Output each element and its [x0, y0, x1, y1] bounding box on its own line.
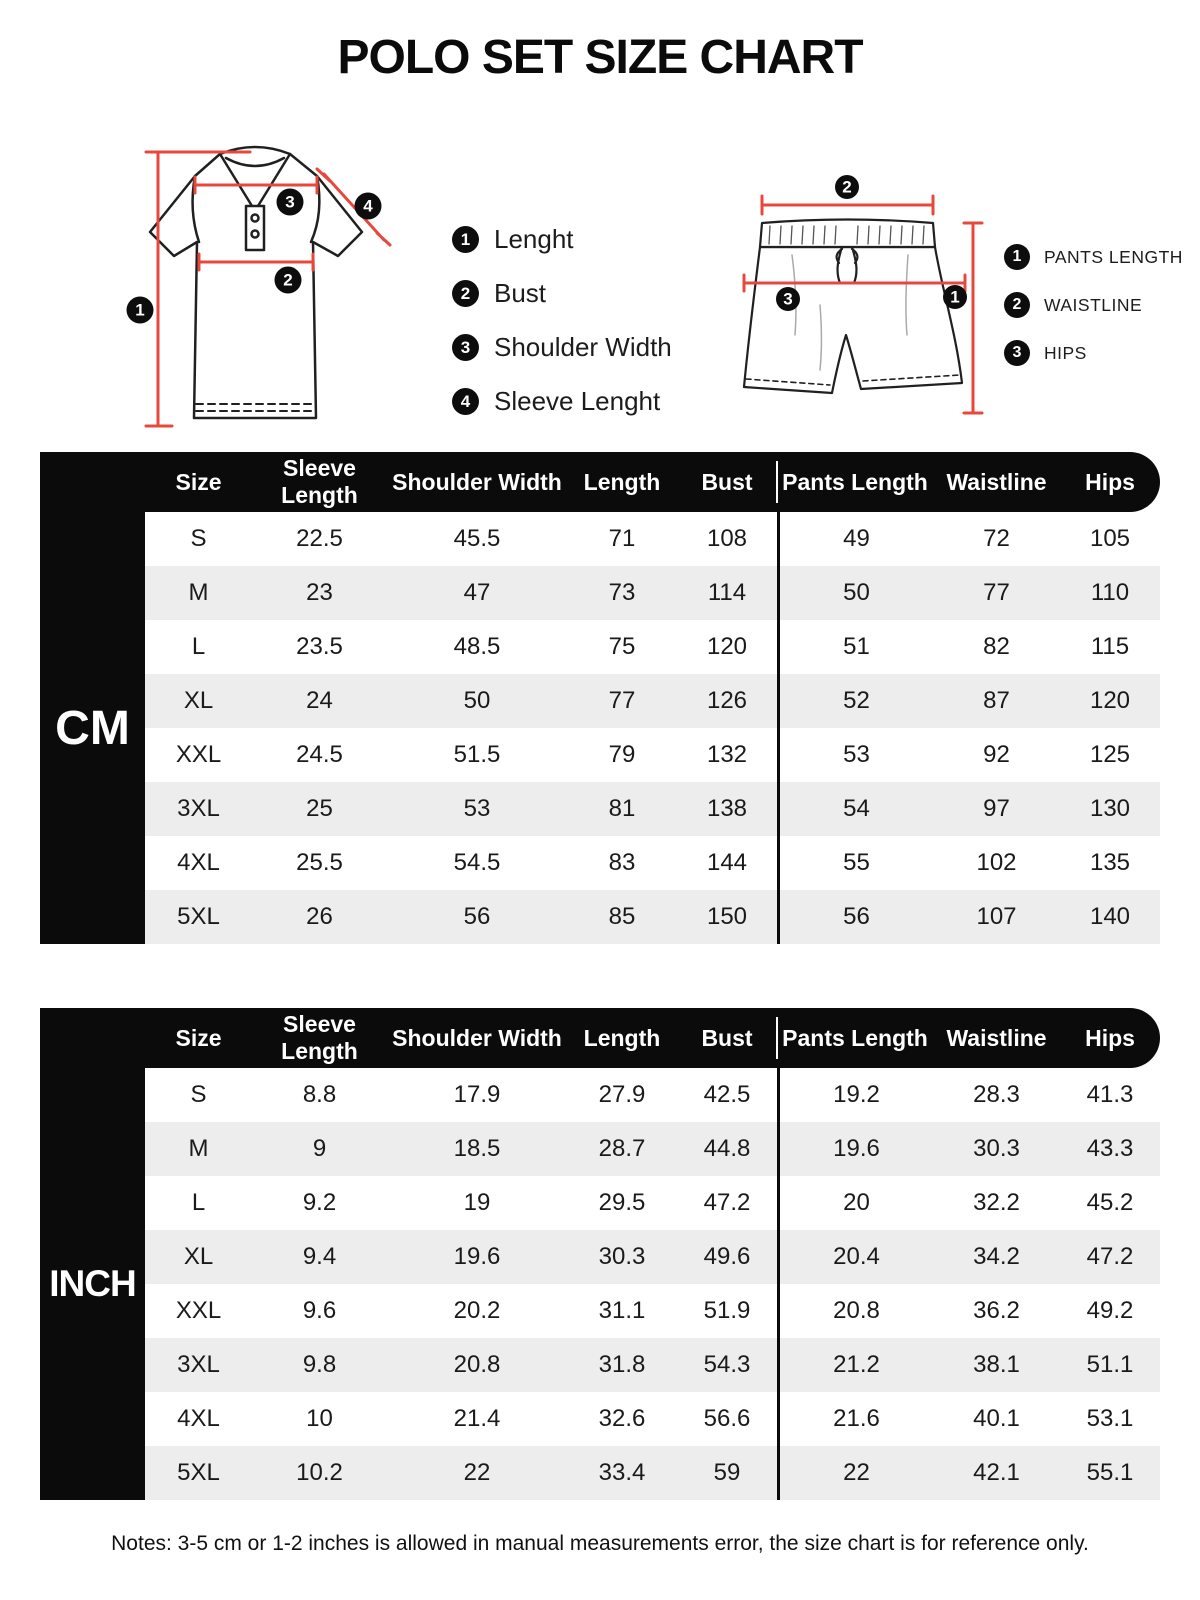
table-row: [40, 1392, 1160, 1446]
value-cell: 51.1: [1060, 1338, 1160, 1392]
polo-marker-1: [127, 297, 154, 324]
table-row: [40, 1446, 1160, 1500]
value-cell: 29.5: [567, 1176, 677, 1230]
value-cell: 23: [252, 566, 387, 620]
size-cell: 5XL: [145, 890, 252, 944]
table-row: [40, 1122, 1160, 1176]
polo-outline: [150, 147, 362, 418]
polo-marker-3: [277, 189, 304, 216]
value-cell: 24: [252, 674, 387, 728]
value-cell: 25.5: [252, 836, 387, 890]
value-cell: 43.3: [1060, 1122, 1160, 1176]
column-header: Length: [567, 1008, 677, 1068]
value-cell: 45.5: [387, 512, 567, 566]
inch-unit-label: INCH: [49, 1263, 136, 1304]
table-row: [40, 890, 1160, 944]
shorts-outline: [744, 220, 962, 394]
value-cell: 30.3: [933, 1122, 1060, 1176]
value-cell: 50: [777, 566, 933, 620]
size-cell: M: [145, 1122, 252, 1176]
value-cell: 79: [567, 728, 677, 782]
size-cell: 4XL: [145, 836, 252, 890]
value-cell: 20.8: [777, 1284, 933, 1338]
value-cell: 135: [1060, 836, 1160, 890]
circled-number-icon: 2: [1004, 292, 1030, 318]
table-row: [40, 620, 1160, 674]
column-header: Length: [567, 452, 677, 512]
value-cell: 38.1: [933, 1338, 1060, 1392]
legend-item: [452, 386, 672, 417]
value-cell: 19.6: [777, 1122, 933, 1176]
value-cell: 120: [677, 620, 777, 674]
shorts-legend: [1004, 244, 1183, 388]
value-cell: 45.2: [1060, 1176, 1160, 1230]
size-cell: M: [145, 566, 252, 620]
svg-text:2: 2: [283, 270, 293, 290]
unit-sidebar-cell: [40, 1176, 145, 1230]
value-cell: 20.8: [387, 1338, 567, 1392]
value-cell: 34.2: [933, 1230, 1060, 1284]
shorts-marker-3: [776, 287, 800, 311]
polo-marker-2: [275, 267, 302, 294]
column-header: Bust: [677, 452, 777, 512]
unit-sidebar-cell: [40, 1068, 145, 1122]
value-cell: 110: [1060, 566, 1160, 620]
value-cell: 85: [567, 890, 677, 944]
legend-item: [1004, 292, 1183, 318]
size-cell: S: [145, 512, 252, 566]
column-header: Waistline: [933, 452, 1060, 512]
value-cell: 36.2: [933, 1284, 1060, 1338]
value-cell: 9: [252, 1122, 387, 1176]
value-cell: 51: [777, 620, 933, 674]
legend-item: [452, 332, 672, 363]
column-header: Waistline: [933, 1008, 1060, 1068]
value-cell: 73: [567, 566, 677, 620]
table-row: [40, 782, 1160, 836]
value-cell: 9.4: [252, 1230, 387, 1284]
column-header: Hips: [1060, 452, 1160, 512]
size-cell: XXL: [145, 1284, 252, 1338]
shorts-marker-2: [835, 175, 859, 199]
circled-number-icon: 1: [452, 226, 479, 253]
value-cell: 130: [1060, 782, 1160, 836]
unit-sidebar-cell: [40, 620, 145, 674]
value-cell: 55: [777, 836, 933, 890]
value-cell: 82: [933, 620, 1060, 674]
value-cell: 48.5: [387, 620, 567, 674]
value-cell: 83: [567, 836, 677, 890]
value-cell: 51.5: [387, 728, 567, 782]
value-cell: 107: [933, 890, 1060, 944]
value-cell: 52: [777, 674, 933, 728]
unit-sidebar-cell: [40, 1284, 145, 1338]
value-cell: 40.1: [933, 1392, 1060, 1446]
value-cell: 132: [677, 728, 777, 782]
value-cell: 71: [567, 512, 677, 566]
legend-item: [1004, 244, 1183, 270]
value-cell: 10: [252, 1392, 387, 1446]
value-cell: 33.4: [567, 1446, 677, 1500]
value-cell: 120: [1060, 674, 1160, 728]
shirt-legend: [452, 224, 672, 440]
value-cell: 25: [252, 782, 387, 836]
legend-item: [452, 278, 672, 309]
value-cell: 47: [387, 566, 567, 620]
legend-label: WAISTLINE: [1044, 294, 1143, 315]
column-header: Sleeve Length: [252, 1008, 387, 1068]
size-cell: XXL: [145, 728, 252, 782]
value-cell: 115: [1060, 620, 1160, 674]
value-cell: 26: [252, 890, 387, 944]
svg-text:3: 3: [285, 192, 295, 212]
unit-sidebar-cell: [40, 674, 145, 728]
value-cell: 51.9: [677, 1284, 777, 1338]
value-cell: 81: [567, 782, 677, 836]
svg-text:1: 1: [950, 287, 960, 307]
value-cell: 55.1: [1060, 1446, 1160, 1500]
value-cell: 59: [677, 1446, 777, 1500]
size-cell: S: [145, 1068, 252, 1122]
value-cell: 77: [567, 674, 677, 728]
value-cell: 102: [933, 836, 1060, 890]
value-cell: 41.3: [1060, 1068, 1160, 1122]
size-cell: 3XL: [145, 1338, 252, 1392]
unit-sidebar-cell: [40, 1392, 145, 1446]
value-cell: 24.5: [252, 728, 387, 782]
value-cell: 22: [387, 1446, 567, 1500]
legend-label: HIPS: [1044, 342, 1087, 363]
inch-table-block: [40, 1008, 1160, 1500]
value-cell: 75: [567, 620, 677, 674]
size-cell: 5XL: [145, 1446, 252, 1500]
value-cell: 97: [933, 782, 1060, 836]
diagram-band: [0, 110, 1200, 455]
column-header: Size: [145, 1008, 252, 1068]
value-cell: 9.6: [252, 1284, 387, 1338]
legend-label: Shoulder Width: [494, 332, 672, 362]
pants-length-measure-line: [964, 223, 982, 413]
value-cell: 21.2: [777, 1338, 933, 1392]
value-cell: 114: [677, 566, 777, 620]
svg-text:4: 4: [363, 196, 373, 216]
legend-item: [1004, 340, 1183, 366]
notes-text: Notes: 3-5 cm or 1-2 inches is allowed in manual measurements error, the size chart is for reference only.: [111, 1532, 1089, 1555]
inch-size-table: [40, 1008, 1160, 1500]
column-header: Bust: [677, 1008, 777, 1068]
value-cell: 92: [933, 728, 1060, 782]
size-cell: XL: [145, 674, 252, 728]
column-header: Pants Length: [777, 452, 933, 512]
size-cell: L: [145, 620, 252, 674]
value-cell: 44.8: [677, 1122, 777, 1176]
value-cell: 20.4: [777, 1230, 933, 1284]
value-cell: 32.6: [567, 1392, 677, 1446]
polo-marker-4: [355, 193, 382, 220]
unit-sidebar-cell: [40, 512, 145, 566]
table-row: [40, 836, 1160, 890]
value-cell: 23.5: [252, 620, 387, 674]
unit-sidebar-cell: [40, 566, 145, 620]
value-cell: 108: [677, 512, 777, 566]
circled-number-icon: 1: [1004, 244, 1030, 270]
value-cell: 77: [933, 566, 1060, 620]
value-cell: 31.1: [567, 1284, 677, 1338]
value-cell: 42.5: [677, 1068, 777, 1122]
value-cell: 54.5: [387, 836, 567, 890]
value-cell: 53: [387, 782, 567, 836]
unit-sidebar-cell: [40, 1230, 145, 1284]
value-cell: 31.8: [567, 1338, 677, 1392]
circled-number-icon: 4: [452, 388, 479, 415]
value-cell: 105: [1060, 512, 1160, 566]
header-sidebar-spacer: [40, 1008, 145, 1068]
table-row: [40, 1284, 1160, 1338]
table-row: [40, 512, 1160, 566]
cm-table-block: [40, 452, 1160, 944]
size-cell: L: [145, 1176, 252, 1230]
column-header: Sleeve Length: [252, 452, 387, 512]
column-header: Shoulder Width: [387, 1008, 567, 1068]
value-cell: 20.2: [387, 1284, 567, 1338]
value-cell: 27.9: [567, 1068, 677, 1122]
value-cell: 19.2: [777, 1068, 933, 1122]
size-cell: XL: [145, 1230, 252, 1284]
value-cell: 54: [777, 782, 933, 836]
svg-text:1: 1: [135, 300, 145, 320]
column-header: Pants Length: [777, 1008, 933, 1068]
value-cell: 17.9: [387, 1068, 567, 1122]
shorts-diagram: [730, 175, 1002, 437]
value-cell: 138: [677, 782, 777, 836]
table-row: [40, 728, 1160, 782]
unit-sidebar-cell: [40, 782, 145, 836]
value-cell: 21.4: [387, 1392, 567, 1446]
size-cell: 3XL: [145, 782, 252, 836]
value-cell: 53: [777, 728, 933, 782]
table-row: [40, 1230, 1160, 1284]
table-row: [40, 1176, 1160, 1230]
unit-sidebar-cell: [40, 890, 145, 944]
circled-number-icon: 3: [452, 334, 479, 361]
column-header: Hips: [1060, 1008, 1160, 1068]
value-cell: 49.2: [1060, 1284, 1160, 1338]
value-cell: 56: [777, 890, 933, 944]
value-cell: 28.3: [933, 1068, 1060, 1122]
value-cell: 140: [1060, 890, 1160, 944]
table-row: [40, 566, 1160, 620]
svg-text:2: 2: [842, 177, 852, 197]
value-cell: 72: [933, 512, 1060, 566]
value-cell: 87: [933, 674, 1060, 728]
table-row: [40, 1068, 1160, 1122]
value-cell: 50: [387, 674, 567, 728]
unit-sidebar-cell: [40, 836, 145, 890]
cm-unit-label: CM: [55, 701, 130, 755]
value-cell: 22.5: [252, 512, 387, 566]
legend-label: PANTS LENGTH: [1044, 246, 1183, 267]
value-cell: 8.8: [252, 1068, 387, 1122]
legend-label: Lenght: [494, 224, 574, 254]
svg-text:3: 3: [783, 289, 793, 309]
value-cell: 150: [677, 890, 777, 944]
shorts-marker-1: [943, 285, 967, 309]
legend-label: Bust: [494, 278, 547, 308]
header-sidebar-spacer: [40, 452, 145, 512]
value-cell: 54.3: [677, 1338, 777, 1392]
column-header: Size: [145, 452, 252, 512]
value-cell: 47.2: [677, 1176, 777, 1230]
value-cell: 30.3: [567, 1230, 677, 1284]
circled-number-icon: 3: [1004, 340, 1030, 366]
value-cell: 53.1: [1060, 1392, 1160, 1446]
value-cell: 42.1: [933, 1446, 1060, 1500]
value-cell: 10.2: [252, 1446, 387, 1500]
page-title: POLO SET SIZE CHART: [337, 31, 863, 84]
table-row: [40, 674, 1160, 728]
value-cell: 47.2: [1060, 1230, 1160, 1284]
size-cell: 4XL: [145, 1392, 252, 1446]
value-cell: 56.6: [677, 1392, 777, 1446]
circled-number-icon: 2: [452, 280, 479, 307]
value-cell: 20: [777, 1176, 933, 1230]
unit-sidebar-cell: [40, 728, 145, 782]
value-cell: 56: [387, 890, 567, 944]
value-cell: 21.6: [777, 1392, 933, 1446]
legend-label: Sleeve Lenght: [494, 386, 661, 416]
value-cell: 9.8: [252, 1338, 387, 1392]
polo-shirt-diagram: [100, 128, 430, 443]
value-cell: 49.6: [677, 1230, 777, 1284]
value-cell: 18.5: [387, 1122, 567, 1176]
value-cell: 32.2: [933, 1176, 1060, 1230]
column-header: Shoulder Width: [387, 452, 567, 512]
value-cell: 125: [1060, 728, 1160, 782]
value-cell: 19.6: [387, 1230, 567, 1284]
value-cell: 49: [777, 512, 933, 566]
value-cell: 28.7: [567, 1122, 677, 1176]
value-cell: 144: [677, 836, 777, 890]
unit-sidebar-cell: [40, 1122, 145, 1176]
value-cell: 126: [677, 674, 777, 728]
value-cell: 19: [387, 1176, 567, 1230]
unit-sidebar-cell: [40, 1338, 145, 1392]
cm-size-table: [40, 452, 1160, 944]
legend-item: [452, 224, 672, 255]
value-cell: 9.2: [252, 1176, 387, 1230]
value-cell: 22: [777, 1446, 933, 1500]
unit-sidebar-cell: [40, 1446, 145, 1500]
table-row: [40, 1338, 1160, 1392]
